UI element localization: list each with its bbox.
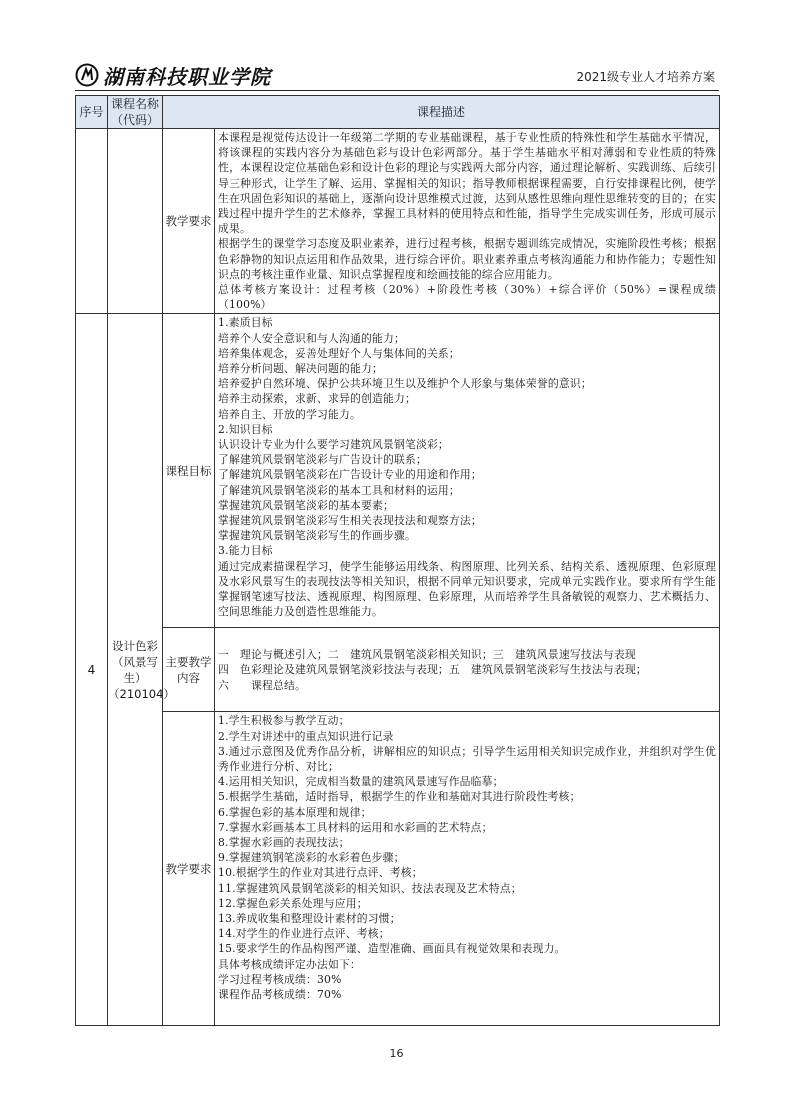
text-line: 7.掌握水彩画基本工具材料的运用和水彩画的艺术特点；: [218, 820, 493, 834]
table-row: [76, 712, 720, 1026]
text-line: 本课程是视觉传达设计一年级第二学期的专业基础课程，基于专业性质的特殊性和学生基础水平情况，将该课程的实践内容分为基础色彩与设计色彩两部分。基于学生基础水平相对薄弱和专业性质的特殊性，本课程设定位基础色彩和设计色彩的理论与实践两大部分内容，通过理论解析、实践训练、后续引导三种形式，让学生了解、运用、掌握相关的知识；指导教师根据课程需要，自行安排课程比例，使学生在巩固色彩知识的基础上，逐渐向设计思维模式过渡，达到从感性思维向理性思维转变的目的；在实践过程中提升学生的艺术修养，掌握工具材料的使用特点和性能，指导学生完成实训任务，形成可展示成果。: [218, 131, 716, 236]
text-line: 掌握建筑风景钢笔淡彩的基本要素；: [218, 498, 394, 512]
text-line: 8.掌握水彩画的表现技法；: [218, 836, 350, 850]
header-course-name: 课程名称（代码）: [108, 96, 163, 129]
school-logo: [75, 62, 271, 88]
text-line: 11.掌握建筑风景钢笔淡彩的相关知识、技法表现及艺术特点；: [218, 881, 522, 895]
text-line: 培养个人安全意识和与人沟通的能力；: [218, 331, 405, 345]
text-line: 9.掌握建筑钢笔淡彩的水彩着色步骤；: [218, 851, 405, 865]
course-name-line1: 设计色彩: [112, 638, 158, 653]
section-label: 教学要求: [163, 129, 215, 314]
section-content: [215, 712, 720, 1026]
text-line: 了解建筑风景钢笔淡彩与广告设计的联系；: [218, 453, 427, 467]
text-line: 通过完成素描课程学习，使学生能够运用线条、构图原理、比列关系、结构关系、透视原理、色彩原理及水彩风景写生的表现技法等相关知识，根据不同单元知识要求，完成单元实践作业。要求所有学生能掌握钢笔速写技法、透视原理、构图原理、色彩原理，从而培养学生具备敏锐的观察力、艺术概括力、空间思维能力及创造性思维能力。: [218, 559, 716, 619]
document-title: 2021级专业人才培养方案: [576, 70, 715, 84]
text-line: 总体考核方案设计：过程考核（20%）+阶段性考核（30%）+综合评价（50%）=课程成绩（100%）: [218, 283, 716, 312]
section-content: [215, 129, 720, 314]
school-logo-text: 湖南科技职业学院: [103, 64, 271, 89]
text-line: 一 理论与概述引入；二 建筑风景钢笔淡彩相关知识；三 建筑风景速写技法与表现: [218, 648, 636, 662]
course-name: [108, 314, 175, 1026]
text-line: 培养爱护自然环境、保护公共环境卫生以及维护个人形象与集体荣誉的意识；: [218, 377, 592, 391]
table-row: [76, 314, 720, 628]
school-emblem-icon: [75, 63, 99, 87]
text-line: 2.学生对讲述中的重点知识进行记录: [218, 729, 394, 743]
text-line: 5.根据学生基础，适时指导，根据学生的作业和基础对其进行阶段性考核；: [218, 790, 581, 804]
header-course-desc: 课程描述: [163, 96, 720, 129]
text-line: 根据学生的课堂学习态度及职业素养，进行过程考核，根据专题训练完成情况，实施阶段性考核；根据色彩静物的知识点运用和作品效果，进行综合评价。职业素养重点考核沟通能力和协作能力；专题性知识点的考核注重作业量、知识点掌握程度和绘画技能的综合应用能力。: [218, 237, 716, 281]
text-line: 认识设计专业为什么要学习建筑风景钢笔淡彩；: [218, 438, 449, 452]
course-seq: 4: [76, 314, 108, 1026]
section-label: 教学要求: [163, 712, 215, 1026]
section-content: [215, 314, 720, 628]
text-line: 六 课程总结。: [218, 678, 306, 692]
section-label: 主要教学内容: [163, 628, 215, 712]
text-line: 1.学生积极参与教学互动；: [218, 714, 350, 728]
page-header: [75, 62, 719, 91]
course-code: （210104）: [108, 686, 175, 701]
text-line: 了解建筑风景钢笔淡彩的基本工具和材料的运用；: [218, 483, 460, 497]
text-line: 课程作品考核成绩：70%: [218, 988, 342, 1002]
section-label: 课程目标: [163, 314, 215, 628]
text-line: 12.掌握色彩关系处理与应用；: [218, 896, 368, 910]
text-line: 培养主动探索，求新、求异的创造能力；: [218, 392, 416, 406]
text-line: 15.要求学生的作品构图严谨、造型准确、画面具有视觉效果和表现力。: [218, 942, 566, 956]
text-line: 3.通过示意图及优秀作品分析，讲解相应的知识点；引导学生运用相关知识完成作业，并组织对学生优秀作业进行分析、对比；: [218, 744, 716, 774]
text-line: 14.对学生的作业进行点评、考核；: [218, 927, 390, 941]
page-number: 16: [389, 1047, 404, 1060]
text-line: 学习过程考核成绩：30%: [218, 972, 342, 986]
text-line: 10.根据学生的作业对其进行点评、考核；: [218, 866, 423, 880]
text-line: 4.运用相关知识，完成相当数量的建筑风景速写作品临摹；: [218, 775, 504, 789]
text-line: 具体考核成绩评定办法如下：: [218, 957, 361, 971]
text-line: 培养集体观念，妥善处理好个人与集体间的关系；: [218, 346, 460, 360]
text-line: 培养分析问题、解决问题的能力；: [218, 362, 383, 376]
text-line: 掌握建筑风景钢笔淡彩写生的作画步骤。: [218, 529, 416, 543]
section-content: [215, 628, 720, 712]
text-line: 3.能力目标: [218, 544, 273, 558]
text-line: 2.知识目标: [218, 422, 273, 436]
header-seq: 序号: [76, 96, 108, 129]
text-line: 6.掌握色彩的基本原理和规律；: [218, 805, 372, 819]
text-line: 四 色彩理论及建筑风景钢笔淡彩技法与表现；五 建筑风景钢笔淡彩写生技法与表现；: [218, 663, 647, 677]
text-line: 培养自主、开放的学习能力。: [218, 407, 361, 421]
table-row: [76, 129, 720, 314]
course-table: [75, 95, 720, 1026]
course-name-line2: （风景写生）: [112, 654, 158, 685]
text-line: 掌握建筑风景钢笔淡彩写生相关表现技法和观察方法；: [218, 514, 482, 528]
text-line: 1.素质目标: [218, 316, 273, 330]
text-line: 13.养成收集和整理设计素材的习惯；: [218, 912, 401, 926]
text-line: 了解建筑风景钢笔淡彩在广告设计专业的用途和作用；: [218, 468, 482, 482]
table-header-row: [76, 96, 720, 129]
